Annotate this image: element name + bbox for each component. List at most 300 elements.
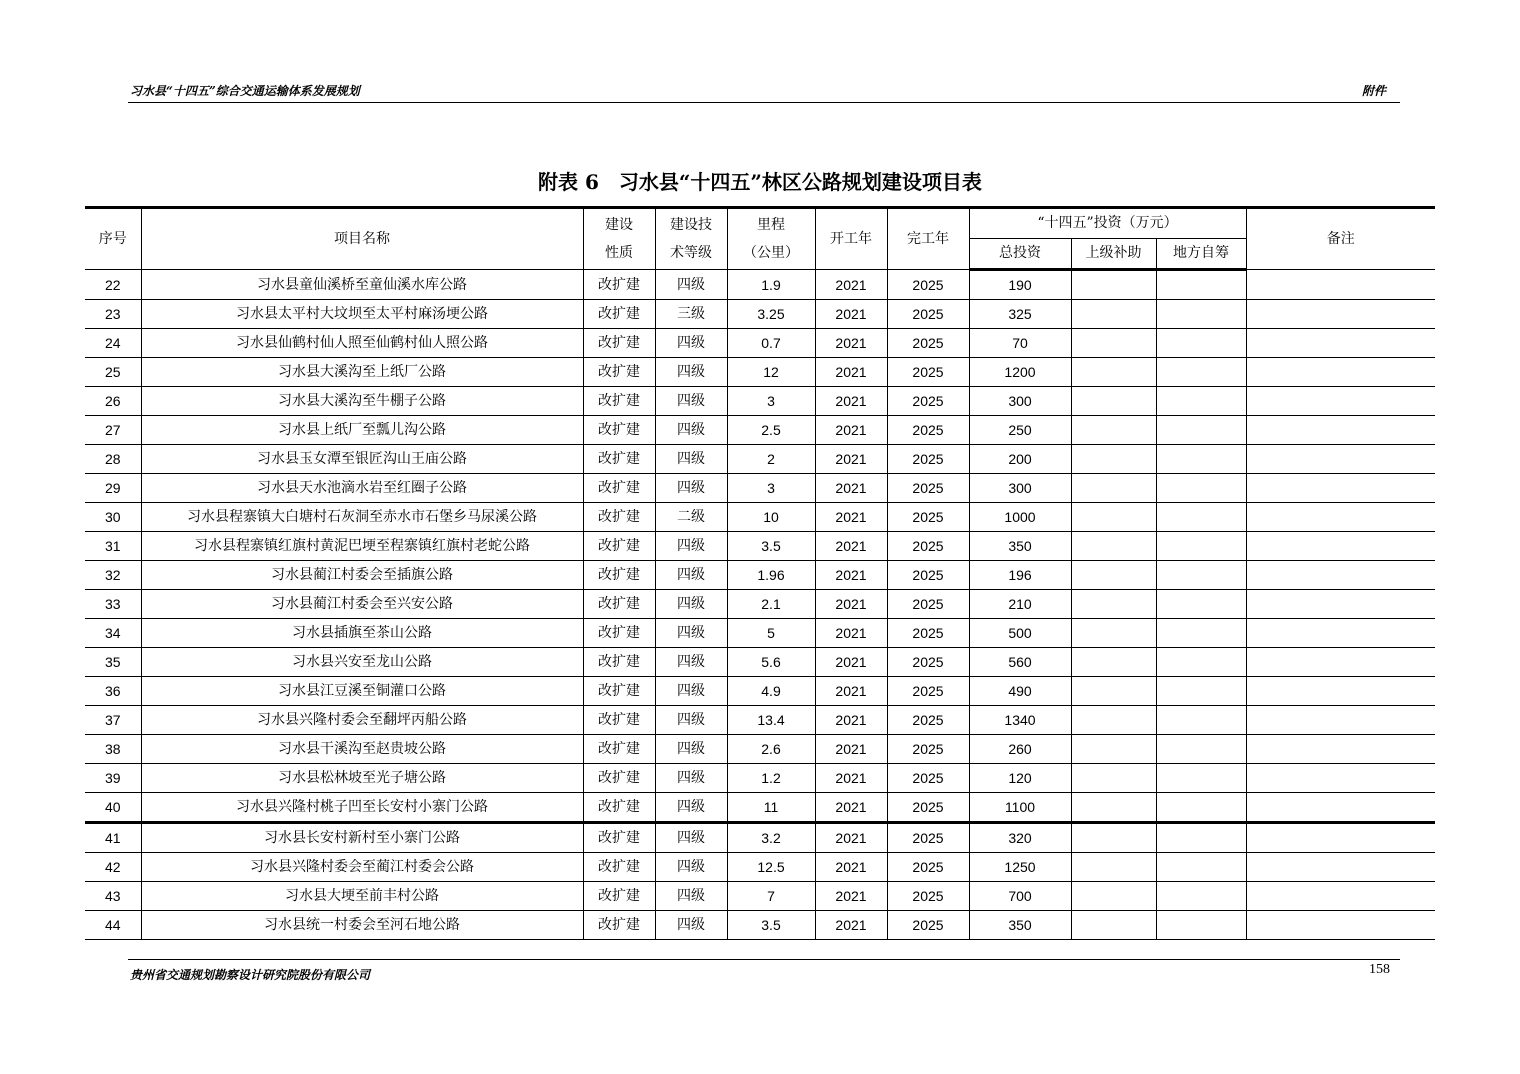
cell-grade: 四级 [655,590,727,619]
table-row [85,270,1435,300]
cell-index: 44 [85,911,141,940]
cell-total-investment: 700 [969,882,1071,911]
cell-mileage: 10 [727,503,815,532]
cell-grade: 四级 [655,823,727,853]
cell-mileage: 12.5 [727,853,815,882]
header-mileage-line2: （公里） [743,245,799,261]
cell-name: 习水县蔺江村委会至兴安公路 [141,590,583,619]
cell-nature: 改扩建 [583,445,655,474]
cell-nature: 改扩建 [583,532,655,561]
header-subsidy: 上级补助 [1071,239,1156,270]
cell-end-year: 2025 [887,619,969,648]
cell-start-year: 2021 [815,677,887,706]
cell-remarks [1246,735,1435,764]
cell-local-funding [1156,474,1246,503]
cell-nature: 改扩建 [583,416,655,445]
cell-nature: 改扩建 [583,677,655,706]
cell-end-year: 2025 [887,358,969,387]
cell-start-year: 2021 [815,590,887,619]
cell-subsidy [1071,619,1156,648]
cell-total-investment: 120 [969,764,1071,793]
cell-local-funding [1156,358,1246,387]
cell-subsidy [1071,387,1156,416]
cell-name: 习水县童仙溪桥至童仙溪水库公路 [141,270,583,300]
cell-end-year: 2025 [887,793,969,823]
table-row [85,445,1435,474]
cell-index: 37 [85,706,141,735]
cell-index: 26 [85,387,141,416]
cell-remarks [1246,853,1435,882]
cell-nature: 改扩建 [583,561,655,590]
cell-nature: 改扩建 [583,503,655,532]
cell-nature: 改扩建 [583,358,655,387]
cell-remarks [1246,911,1435,940]
cell-grade: 四级 [655,358,727,387]
cell-index: 41 [85,823,141,853]
cell-end-year: 2025 [887,882,969,911]
cell-total-investment: 320 [969,823,1071,853]
cell-end-year: 2025 [887,503,969,532]
cell-index: 36 [85,677,141,706]
cell-mileage: 2.1 [727,590,815,619]
page-number: 158 [1369,962,1390,977]
cell-total-investment: 1200 [969,358,1071,387]
cell-end-year: 2025 [887,823,969,853]
cell-name: 习水县仙鹤村仙人照至仙鹤村仙人照公路 [141,329,583,358]
cell-remarks [1246,503,1435,532]
cell-end-year: 2025 [887,677,969,706]
cell-nature: 改扩建 [583,823,655,853]
cell-start-year: 2021 [815,764,887,793]
cell-start-year: 2021 [815,853,887,882]
cell-local-funding [1156,911,1246,940]
cell-start-year: 2021 [815,706,887,735]
cell-subsidy [1071,853,1156,882]
cell-remarks [1246,706,1435,735]
cell-start-year: 2021 [815,735,887,764]
cell-subsidy [1071,445,1156,474]
table-row [85,387,1435,416]
cell-remarks [1246,677,1435,706]
table-row [85,882,1435,911]
table-row [85,619,1435,648]
cell-mileage: 2.6 [727,735,815,764]
cell-nature: 改扩建 [583,853,655,882]
cell-remarks [1246,764,1435,793]
cell-nature: 改扩建 [583,619,655,648]
cell-mileage: 0.7 [727,329,815,358]
cell-end-year: 2025 [887,648,969,677]
header-end-year: 完工年 [887,208,969,270]
cell-index: 23 [85,300,141,329]
header-nature-line2: 性质 [605,245,633,261]
cell-subsidy [1071,358,1156,387]
cell-start-year: 2021 [815,270,887,300]
cell-mileage: 2.5 [727,416,815,445]
cell-remarks [1246,648,1435,677]
cell-start-year: 2021 [815,358,887,387]
table-row [85,764,1435,793]
cell-start-year: 2021 [815,882,887,911]
cell-nature: 改扩建 [583,270,655,300]
cell-name: 习水县程寨镇红旗村黄泥巴埂至程寨镇红旗村老蛇公路 [141,532,583,561]
header-index: 序号 [85,208,141,270]
cell-index: 30 [85,503,141,532]
cell-start-year: 2021 [815,532,887,561]
cell-name: 习水县兴安至龙山公路 [141,648,583,677]
cell-local-funding [1156,270,1246,300]
cell-total-investment: 260 [969,735,1071,764]
table-row [85,329,1435,358]
cell-total-investment: 350 [969,532,1071,561]
table-row [85,793,1435,823]
cell-name: 习水县兴隆村桃子凹至长安村小寨门公路 [141,793,583,823]
cell-index: 33 [85,590,141,619]
cell-end-year: 2025 [887,590,969,619]
cell-remarks [1246,561,1435,590]
cell-end-year: 2025 [887,270,969,300]
cell-grade: 四级 [655,416,727,445]
cell-subsidy [1071,882,1156,911]
cell-nature: 改扩建 [583,764,655,793]
cell-remarks [1246,532,1435,561]
cell-total-investment: 300 [969,474,1071,503]
cell-remarks [1246,474,1435,503]
cell-total-investment: 1340 [969,706,1071,735]
header-name: 项目名称 [141,208,583,270]
cell-remarks [1246,823,1435,853]
cell-index: 29 [85,474,141,503]
cell-grade: 四级 [655,706,727,735]
table-row [85,532,1435,561]
cell-grade: 二级 [655,503,727,532]
cell-local-funding [1156,853,1246,882]
cell-local-funding [1156,590,1246,619]
cell-nature: 改扩建 [583,590,655,619]
cell-nature: 改扩建 [583,329,655,358]
cell-subsidy [1071,416,1156,445]
header-section-label: 附件 [1361,84,1386,98]
cell-grade: 四级 [655,270,727,300]
cell-grade: 四级 [655,532,727,561]
cell-total-investment: 300 [969,387,1071,416]
header-nature [583,208,655,270]
cell-end-year: 2025 [887,474,969,503]
cell-mileage: 5 [727,619,815,648]
project-table [85,206,1435,940]
cell-mileage: 3 [727,387,815,416]
cell-local-funding [1156,677,1246,706]
header-remarks: 备注 [1246,208,1435,270]
cell-start-year: 2021 [815,416,887,445]
cell-mileage: 4.9 [727,677,815,706]
cell-total-investment: 250 [969,416,1071,445]
cell-subsidy [1071,706,1156,735]
cell-total-investment: 210 [969,590,1071,619]
cell-index: 42 [85,853,141,882]
cell-grade: 四级 [655,619,727,648]
cell-index: 35 [85,648,141,677]
cell-local-funding [1156,764,1246,793]
cell-subsidy [1071,300,1156,329]
cell-name: 习水县长安村新村至小寨门公路 [141,823,583,853]
cell-start-year: 2021 [815,648,887,677]
cell-index: 28 [85,445,141,474]
cell-local-funding [1156,416,1246,445]
cell-total-investment: 490 [969,677,1071,706]
cell-index: 32 [85,561,141,590]
cell-name: 习水县天水池滴水岩至红圈子公路 [141,474,583,503]
cell-local-funding [1156,648,1246,677]
cell-mileage: 3 [727,474,815,503]
cell-total-investment: 1250 [969,853,1071,882]
header-local-funding: 地方自筹 [1156,239,1246,270]
cell-total-investment: 1000 [969,503,1071,532]
cell-name: 习水县插旗至茶山公路 [141,619,583,648]
cell-local-funding [1156,532,1246,561]
cell-remarks [1246,445,1435,474]
cell-nature: 改扩建 [583,300,655,329]
cell-subsidy [1071,823,1156,853]
cell-index: 27 [85,416,141,445]
page-header [128,78,1400,103]
cell-local-funding [1156,823,1246,853]
cell-end-year: 2025 [887,445,969,474]
cell-start-year: 2021 [815,911,887,940]
cell-local-funding [1156,706,1246,735]
cell-nature: 改扩建 [583,474,655,503]
cell-index: 39 [85,764,141,793]
cell-end-year: 2025 [887,853,969,882]
cell-subsidy [1071,532,1156,561]
cell-grade: 四级 [655,561,727,590]
cell-remarks [1246,590,1435,619]
cell-name: 习水县大溪沟至牛棚子公路 [141,387,583,416]
cell-local-funding [1156,445,1246,474]
cell-nature: 改扩建 [583,793,655,823]
cell-index: 43 [85,882,141,911]
cell-end-year: 2025 [887,387,969,416]
cell-mileage: 7 [727,882,815,911]
header-total-investment: 总投资 [969,239,1071,270]
header-mileage-line1: 里程 [757,217,785,233]
cell-name: 习水县兴隆村委会至翻坪丙船公路 [141,706,583,735]
cell-mileage: 3.25 [727,300,815,329]
cell-nature: 改扩建 [583,911,655,940]
cell-total-investment: 325 [969,300,1071,329]
cell-grade: 四级 [655,445,727,474]
header-grade [655,208,727,270]
header-document-title: 习水县“十四五”综合交通运输体系发展规划 [130,84,360,98]
cell-subsidy [1071,474,1156,503]
cell-mileage: 2 [727,445,815,474]
cell-subsidy [1071,270,1156,300]
cell-grade: 四级 [655,853,727,882]
cell-subsidy [1071,911,1156,940]
table-row [85,911,1435,940]
cell-name: 习水县统一村委会至河石地公路 [141,911,583,940]
cell-name: 习水县兴隆村委会至蔺江村委会公路 [141,853,583,882]
cell-subsidy [1071,793,1156,823]
footer-company: 贵州省交通规划勘察设计研究院股份有限公司 [130,968,371,982]
cell-nature: 改扩建 [583,648,655,677]
header-nature-line1: 建设 [605,217,633,233]
cell-start-year: 2021 [815,329,887,358]
table-row [85,561,1435,590]
cell-local-funding [1156,387,1246,416]
cell-index: 25 [85,358,141,387]
cell-index: 34 [85,619,141,648]
cell-grade: 四级 [655,882,727,911]
cell-subsidy [1071,764,1156,793]
table-title: 附表 6 习水县“十四五”林区公路规划建设项目表 [538,170,982,194]
cell-start-year: 2021 [815,619,887,648]
cell-index: 22 [85,270,141,300]
table-row [85,735,1435,764]
cell-local-funding [1156,735,1246,764]
cell-total-investment: 70 [969,329,1071,358]
cell-remarks [1246,387,1435,416]
cell-local-funding [1156,793,1246,823]
cell-remarks [1246,270,1435,300]
cell-start-year: 2021 [815,823,887,853]
cell-total-investment: 190 [969,270,1071,300]
header-grade-line2: 术等级 [670,245,712,261]
cell-nature: 改扩建 [583,735,655,764]
cell-remarks [1246,619,1435,648]
cell-total-investment: 200 [969,445,1071,474]
table-row [85,474,1435,503]
cell-name: 习水县玉女潭至银匠沟山王庙公路 [141,445,583,474]
cell-subsidy [1071,590,1156,619]
cell-mileage: 13.4 [727,706,815,735]
cell-total-investment: 560 [969,648,1071,677]
table-row [85,416,1435,445]
cell-start-year: 2021 [815,387,887,416]
table-row [85,503,1435,532]
cell-subsidy [1071,677,1156,706]
cell-total-investment: 350 [969,911,1071,940]
table-row [85,300,1435,329]
cell-grade: 四级 [655,387,727,416]
cell-remarks [1246,329,1435,358]
cell-subsidy [1071,735,1156,764]
cell-subsidy [1071,503,1156,532]
cell-end-year: 2025 [887,416,969,445]
cell-remarks [1246,358,1435,387]
cell-mileage: 3.2 [727,823,815,853]
cell-total-investment: 1100 [969,793,1071,823]
cell-start-year: 2021 [815,474,887,503]
cell-subsidy [1071,648,1156,677]
cell-name: 习水县大溪沟至上纸厂公路 [141,358,583,387]
cell-end-year: 2025 [887,911,969,940]
table-row [85,590,1435,619]
cell-subsidy [1071,329,1156,358]
cell-local-funding [1156,503,1246,532]
cell-local-funding [1156,882,1246,911]
cell-index: 38 [85,735,141,764]
cell-local-funding [1156,619,1246,648]
cell-local-funding [1156,561,1246,590]
cell-end-year: 2025 [887,561,969,590]
table-row [85,853,1435,882]
cell-total-investment: 500 [969,619,1071,648]
cell-name: 习水县江豆溪至铜灌口公路 [141,677,583,706]
cell-start-year: 2021 [815,503,887,532]
header-mileage [727,208,815,270]
cell-start-year: 2021 [815,300,887,329]
cell-name: 习水县干溪沟至赵贵坡公路 [141,735,583,764]
cell-grade: 四级 [655,648,727,677]
cell-index: 24 [85,329,141,358]
cell-nature: 改扩建 [583,706,655,735]
cell-local-funding [1156,300,1246,329]
cell-mileage: 1.2 [727,764,815,793]
cell-grade: 四级 [655,793,727,823]
cell-grade: 四级 [655,474,727,503]
cell-start-year: 2021 [815,793,887,823]
table-row [85,677,1435,706]
cell-mileage: 12 [727,358,815,387]
cell-grade: 四级 [655,677,727,706]
cell-start-year: 2021 [815,561,887,590]
cell-grade: 四级 [655,764,727,793]
cell-grade: 三级 [655,300,727,329]
cell-index: 40 [85,793,141,823]
cell-end-year: 2025 [887,532,969,561]
table-header [85,208,1435,270]
cell-remarks [1246,793,1435,823]
cell-mileage: 5.6 [727,648,815,677]
table-row [85,358,1435,387]
cell-grade: 四级 [655,329,727,358]
cell-remarks [1246,882,1435,911]
header-start-year: 开工年 [815,208,887,270]
cell-index: 31 [85,532,141,561]
cell-end-year: 2025 [887,735,969,764]
cell-name: 习水县上纸厂至瓢儿沟公路 [141,416,583,445]
cell-end-year: 2025 [887,300,969,329]
cell-remarks [1246,416,1435,445]
table-body [85,270,1435,940]
cell-end-year: 2025 [887,329,969,358]
header-investment: “十四五”投资（万元） [969,208,1246,239]
page-footer [128,959,1400,984]
cell-name: 习水县太平村大坟坝至太平村麻汤埂公路 [141,300,583,329]
cell-mileage: 1.9 [727,270,815,300]
table-row [85,706,1435,735]
cell-name: 习水县程寨镇大白塘村石灰洞至赤水市石堡乡马尿溪公路 [141,503,583,532]
table-row [85,648,1435,677]
cell-end-year: 2025 [887,706,969,735]
cell-name: 习水县松林坡至光子塘公路 [141,764,583,793]
cell-name: 习水县大埂至前丰村公路 [141,882,583,911]
cell-mileage: 1.96 [727,561,815,590]
cell-mileage: 3.5 [727,911,815,940]
cell-nature: 改扩建 [583,882,655,911]
cell-nature: 改扩建 [583,387,655,416]
table-row [85,823,1435,853]
cell-grade: 四级 [655,911,727,940]
cell-end-year: 2025 [887,764,969,793]
cell-subsidy [1071,561,1156,590]
cell-total-investment: 196 [969,561,1071,590]
cell-mileage: 3.5 [727,532,815,561]
header-grade-line1: 建设技 [670,217,712,233]
cell-local-funding [1156,329,1246,358]
cell-name: 习水县蔺江村委会至插旗公路 [141,561,583,590]
